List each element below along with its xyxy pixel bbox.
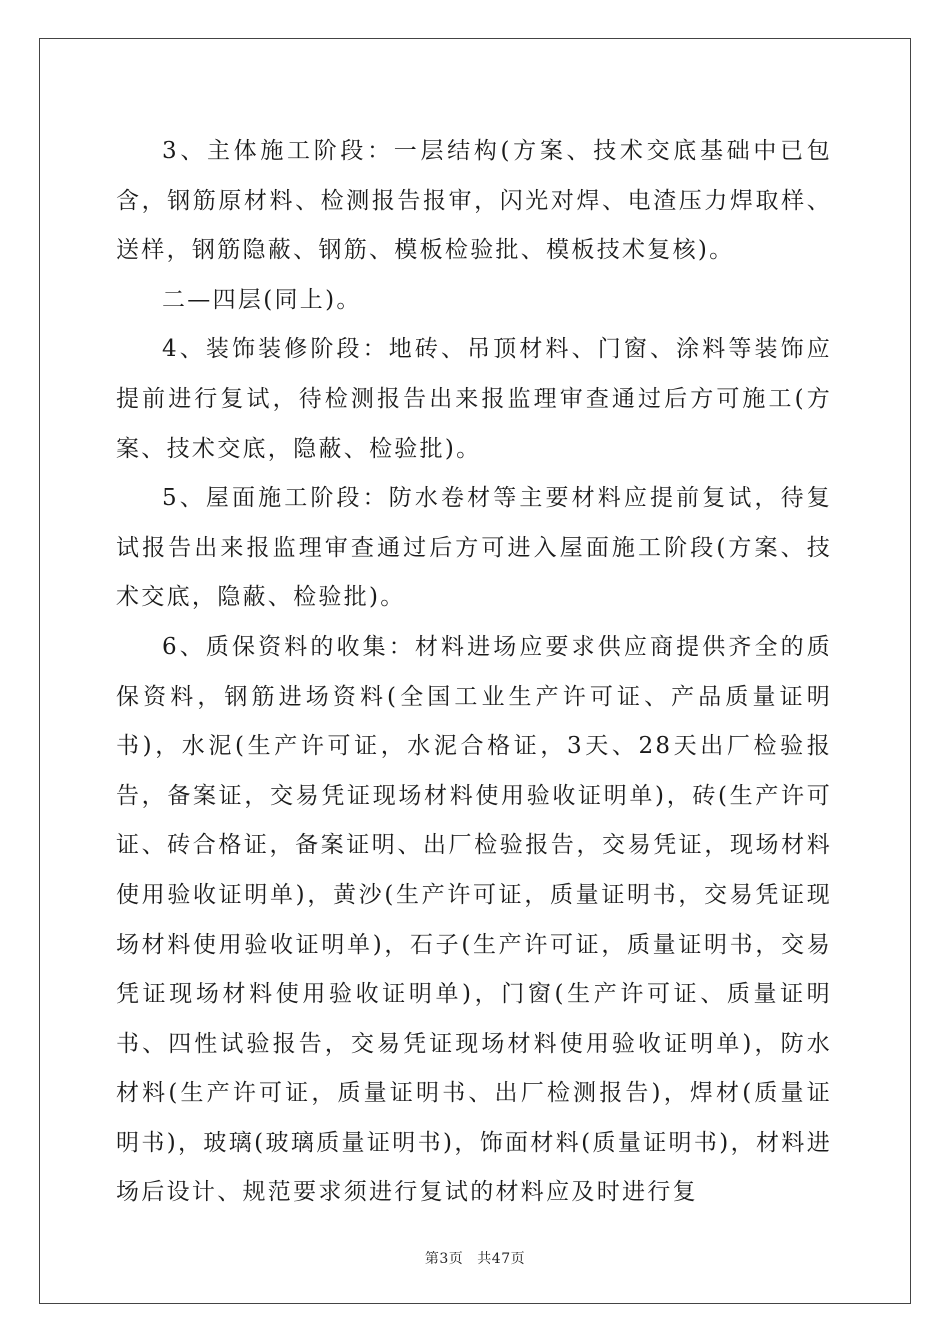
document-body <box>116 127 832 1218</box>
paragraph-decoration: 4、装饰装修阶段：地砖、吊顶材料、门窗、涂料等装饰应提前进行复试，待检测报告出来报监理审查通过后方可施工(方案、技术交底，隐蔽、检验批)。 <box>116 336 832 462</box>
paragraph-roofing: 5、屋面施工阶段：防水卷材等主要材料应提前复试，待复试报告出来报监理审查通过后方可进入屋面施工阶段(方案、技术交底，隐蔽、检验批)。 <box>116 485 832 611</box>
paragraph-quality-docs: 6、质保资料的收集：材料进场应要求供应商提供齐全的质保资料，钢筋进场资料(全国工业生产许可证、产品质量证明书)，水泥(生产许可证，水泥合格证，3天、28天出厂检验报告，备案证，交易凭证现场材料使用验收证明单)，砖(生产许可证、砖合格证，备案证明、出厂检验报告，交易凭证，现场材料使用验收证明单)，黄沙(生产许可证，质量证明书，交易凭证现场材料使用验收证明单)，石子(生产许可证，质量证明书，交易凭证现场材料使用验收证明单)，门窗(生产许可证、质量证明书、四性试验报告，交易凭证现场材料使用验收证明单)，防水材料(生产许可证，质量证明书、出厂检测报告)，焊材(质量证明书)，玻璃(玻璃质量证明书)，饰面材料(质量证明书)，材料进场后设计、规范要求须进行复试的材料应及时进行复 <box>116 633 832 1206</box>
total-pages: 共47页 <box>477 1251 526 1267</box>
current-page-number: 第3页 <box>424 1251 464 1267</box>
page-footer <box>0 1248 950 1268</box>
paragraph-floors: 二—四层(同上)。 <box>162 286 362 313</box>
paragraph-main-structure: 3、主体施工阶段：一层结构(方案、技术交底基础中已包含，钢筋原材料、检测报告报审，闪光对焊、电渣压力焊取样、送样，钢筋隐蔽、钢筋、模板检验批、模板技术复核)。 <box>116 138 832 264</box>
